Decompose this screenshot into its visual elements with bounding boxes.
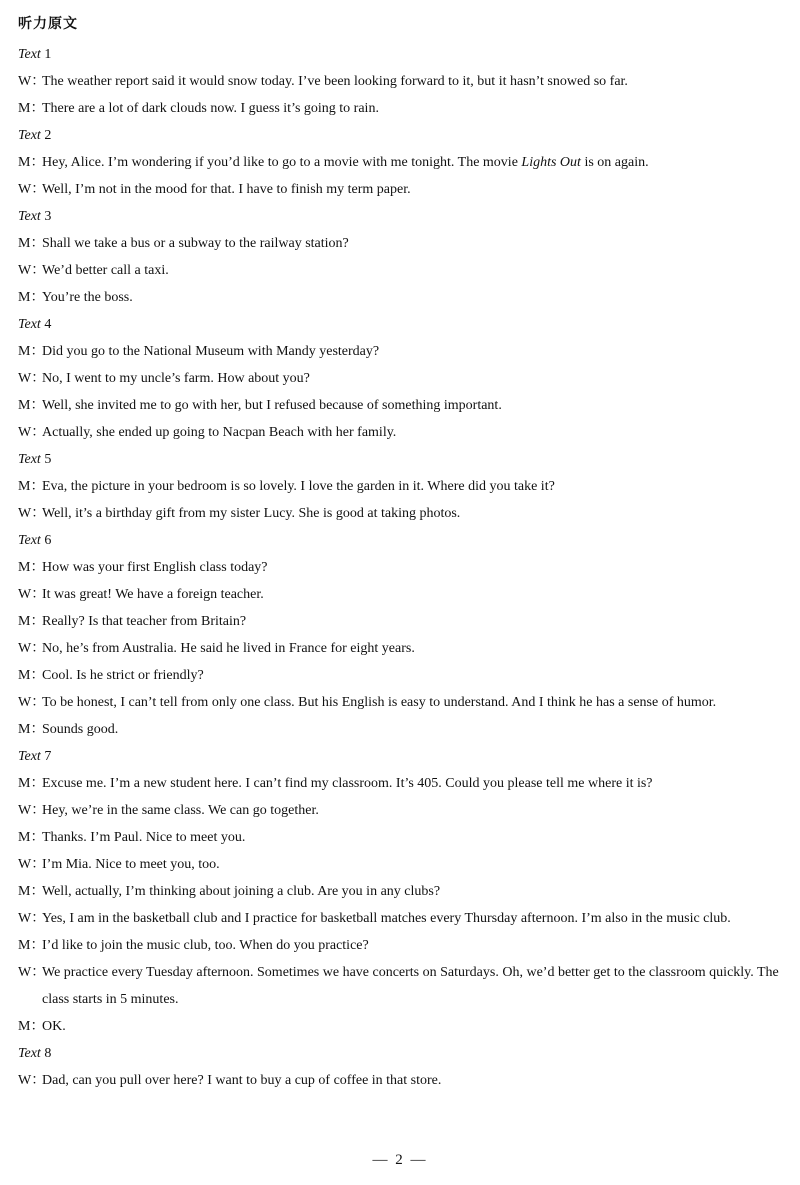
section-label xyxy=(18,311,788,338)
section-label-word: Text xyxy=(18,452,41,467)
dialogue-line xyxy=(18,68,788,95)
utterance: How was your first English class today? xyxy=(42,560,268,575)
utterance: There are a lot of dark clouds now. I guess it’s going to rain. xyxy=(42,101,379,116)
utterance: Well, actually, I’m thinking about joining a club. Are you in any clubs? xyxy=(42,884,441,899)
utterance: I’m Mia. Nice to meet you, too. xyxy=(42,857,220,872)
utterance: We’d better call a taxi. xyxy=(42,263,169,278)
utterance: Well, I’m not in the mood for that. I have to finish my term paper. xyxy=(42,182,411,197)
utterance: OK. xyxy=(42,1019,66,1034)
utterance: The weather report said it would snow today. I’ve been looking forward to it, but it hasn’t snowed so far. xyxy=(42,74,628,89)
speaker-tag: M： xyxy=(18,668,45,683)
dialogue-line xyxy=(18,1067,788,1094)
speaker-tag: W： xyxy=(18,803,46,818)
speaker-tag: W： xyxy=(18,506,46,521)
utterance: We practice every Tuesday afternoon. Sometimes we have concerts on Saturdays. Oh, we’d better get to the classroom quickly. The class starts in 5 minutes. xyxy=(42,965,779,1007)
section-label-word: Text xyxy=(18,1046,41,1061)
dialogue-line xyxy=(18,581,788,608)
section-label-word: Text xyxy=(18,47,41,62)
dialogue-line xyxy=(18,932,788,959)
dialogue-line xyxy=(18,824,788,851)
utterance: Did you go to the National Museum with Mandy yesterday? xyxy=(42,344,380,359)
dialogue-line xyxy=(18,662,788,689)
speaker-tag: M： xyxy=(18,938,45,953)
utterance: Sounds good. xyxy=(42,722,119,737)
dialogue-line xyxy=(18,365,788,392)
utterance: Hey, we’re in the same class. We can go together. xyxy=(42,803,319,818)
section-label-word: Text xyxy=(18,749,41,764)
section-label-word: Text xyxy=(18,128,41,143)
dialogue-line xyxy=(18,1013,788,1040)
dialogue-line xyxy=(18,635,788,662)
dialogue-line xyxy=(18,284,788,311)
utterance xyxy=(42,149,788,176)
section-label-word: Text xyxy=(18,533,41,548)
utterance: To be honest, I can’t tell from only one class. But his English is easy to understand. And I think he has a sense of humor. xyxy=(42,695,717,710)
dialogue-line xyxy=(18,257,788,284)
utterance: Dad, can you pull over here? I want to buy a cup of coffee in that store. xyxy=(42,1073,442,1088)
dialogue-line xyxy=(18,392,788,419)
section-number: 4 xyxy=(44,317,52,332)
utterance-part: Hey, Alice. I’m wondering if you’d like to go to a movie with me tonight. The movie xyxy=(42,155,522,170)
speaker-tag: M： xyxy=(18,101,45,116)
speaker-tag: M： xyxy=(18,290,45,305)
dialogue-line xyxy=(18,338,788,365)
utterance: Excuse me. I’m a new student here. I can’t find my classroom. It’s 405. Could you please tell me where it is? xyxy=(42,776,653,791)
dialogue-line xyxy=(18,770,788,797)
section-number: 1 xyxy=(44,47,52,62)
dialogue-line xyxy=(18,905,788,932)
speaker-tag: M： xyxy=(18,560,45,575)
utterance: Well, she invited me to go with her, but I refused because of something important. xyxy=(42,398,502,413)
utterance: Cool. Is he strict or friendly? xyxy=(42,668,204,683)
dialogue-line xyxy=(18,176,788,203)
speaker-tag: M： xyxy=(18,830,45,845)
section-label xyxy=(18,743,788,770)
speaker-tag: W： xyxy=(18,641,46,656)
dialogue-line xyxy=(18,95,788,122)
section-label xyxy=(18,446,788,473)
speaker-tag: W： xyxy=(18,182,46,197)
utterance: Shall we take a bus or a subway to the railway station? xyxy=(42,236,349,251)
speaker-tag: W： xyxy=(18,695,46,710)
utterance: Yes, I am in the basketball club and I practice for basketball matches every Thursday afternoon. I’m also in the music club. xyxy=(42,911,731,926)
speaker-tag: M： xyxy=(18,1019,45,1034)
speaker-tag: M： xyxy=(18,776,45,791)
utterance: Actually, she ended up going to Nacpan Beach with her family. xyxy=(42,425,397,440)
section-label xyxy=(18,122,788,149)
section-number: 6 xyxy=(44,533,52,548)
dialogue-line xyxy=(18,230,788,257)
section-label xyxy=(18,527,788,554)
speaker-tag: W： xyxy=(18,587,46,602)
section-label xyxy=(18,1040,788,1067)
utterance: Well, it’s a birthday gift from my sister Lucy. She is good at taking photos. xyxy=(42,506,461,521)
dialogue-line xyxy=(18,554,788,581)
page-number: — 2 — xyxy=(372,1152,428,1168)
utterance: I’d like to join the music club, too. When do you practice? xyxy=(42,938,369,953)
speaker-tag: M： xyxy=(18,614,45,629)
section-label-word: Text xyxy=(18,317,41,332)
utterance: Thanks. I’m Paul. Nice to meet you. xyxy=(42,830,246,845)
speaker-tag: W： xyxy=(18,965,46,980)
dialogue-line xyxy=(18,851,788,878)
speaker-tag: W： xyxy=(18,425,46,440)
utterance: No, I went to my uncle’s farm. How about you? xyxy=(42,371,310,386)
utterance: It was great! We have a foreign teacher. xyxy=(42,587,264,602)
dialogue-line xyxy=(18,878,788,905)
utterance: Eva, the picture in your bedroom is so lovely. I love the garden in it. Where did you take it? xyxy=(42,479,555,494)
utterance-part: is on again. xyxy=(580,155,649,170)
section-label-word: Text xyxy=(18,209,41,224)
section-label xyxy=(18,41,788,68)
page-title: 听力原文 xyxy=(18,16,78,32)
dialogue-line xyxy=(18,500,788,527)
dialogue-line xyxy=(18,797,788,824)
dialogue-line xyxy=(18,959,788,1013)
speaker-tag: M： xyxy=(18,398,45,413)
transcript-body xyxy=(18,41,788,1094)
dialogue-line xyxy=(18,608,788,635)
section-number: 5 xyxy=(44,452,52,467)
dialogue-line xyxy=(18,716,788,743)
dialogue-line xyxy=(18,419,788,446)
section-number: 7 xyxy=(44,749,52,764)
speaker-tag: W： xyxy=(18,263,46,278)
dialogue-line xyxy=(18,473,788,500)
dialogue-line xyxy=(18,149,788,176)
section-number: 8 xyxy=(44,1046,52,1061)
utterance: You’re the boss. xyxy=(42,290,133,305)
speaker-tag: W： xyxy=(18,74,46,89)
utterance: Really? Is that teacher from Britain? xyxy=(42,614,247,629)
speaker-tag: W： xyxy=(18,857,46,872)
speaker-tag: M： xyxy=(18,884,45,899)
movie-title: Lights Out xyxy=(521,155,581,170)
section-number: 3 xyxy=(44,209,52,224)
speaker-tag: W： xyxy=(18,1073,46,1088)
section-label xyxy=(18,203,788,230)
speaker-tag: W： xyxy=(18,911,46,926)
section-number: 2 xyxy=(44,128,52,143)
speaker-tag: M： xyxy=(18,344,45,359)
speaker-tag: W： xyxy=(18,371,46,386)
speaker-tag: M： xyxy=(18,155,45,170)
utterance: No, he’s from Australia. He said he lived in France for eight years. xyxy=(42,641,415,656)
dialogue-line xyxy=(18,689,788,716)
speaker-tag: M： xyxy=(18,236,45,251)
speaker-tag: M： xyxy=(18,722,45,737)
speaker-tag: M： xyxy=(18,479,45,494)
